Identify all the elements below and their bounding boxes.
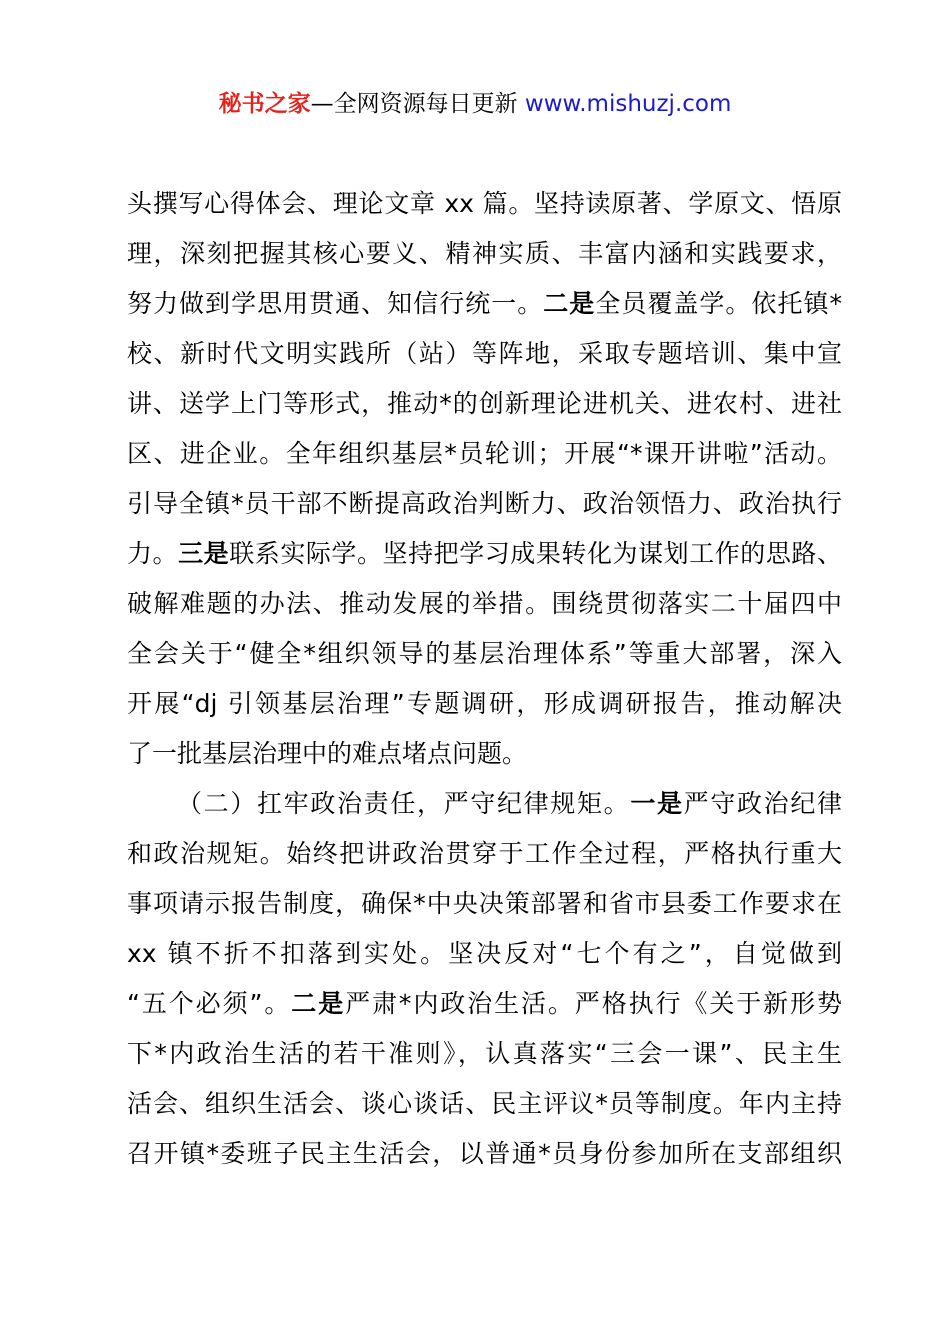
text-line: 头撰写心得体会、理论文章 xx 篇。坚持读原著、学原文、悟原 <box>127 189 842 218</box>
text-line: “五个必须”。二是严肃*内政治生活。严格执行《关于新形势 <box>127 989 842 1018</box>
emphasis-label: 二是 <box>543 289 596 318</box>
text-line: 和政治规矩。始终把讲政治贯穿于工作全过程，严格执行重大 <box>127 839 842 868</box>
text-line: 全会关于“健全*组织领导的基层治理体系”等重大部署，深入 <box>127 639 842 668</box>
text-line: 了一批基层治理中的难点堵点问题。 <box>127 739 528 768</box>
text-line: 开展“dj 引领基层治理”专题调研，形成调研报告，推动解决 <box>127 689 842 718</box>
site-brand: 秘书之家 <box>218 91 311 117</box>
site-tagline: —全网资源每日更新 <box>310 91 525 117</box>
emphasis-label: 一是 <box>630 789 684 818</box>
site-url-link[interactable]: www.mishuzj.com <box>524 91 732 117</box>
text-line: 理，深刻把握其核心要义、精神实质、丰富内涵和实践要求， <box>127 239 842 268</box>
text-line: 下*内政治生活的若干准则》，认真落实“三会一课”、民主生 <box>127 1039 842 1068</box>
text-line: 召开镇*委班子民主生活会，以普通*员身份参加所在支部组织 <box>127 1139 842 1168</box>
text-line: 努力做到学思用贯通、知信行统一。二是全员覆盖学。依托镇* <box>127 289 842 318</box>
text-line: 事项请示报告制度，确保*中央决策部署和省市县委工作要求在 <box>127 889 842 918</box>
text-line: 区、进企业。全年组织基层*员轮训；开展“*课开讲啦”活动。 <box>127 439 842 468</box>
text-line: 活会、组织生活会、谈心谈话、民主评议*员等制度。年内主持 <box>127 1089 842 1118</box>
site-header <box>0 86 950 122</box>
document-body <box>127 179 842 1179</box>
text-line: 力。三是联系实际学。坚持把学习成果转化为谋划工作的思路、 <box>127 539 842 568</box>
text-line: xx 镇不折不扣落到实处。坚决反对“七个有之”，自觉做到 <box>127 939 842 968</box>
emphasis-label: 三是 <box>178 539 230 568</box>
emphasis-label: 二是 <box>291 989 346 1018</box>
text-line-section-heading: （二）扛牢政治责任，严守纪律规矩。一是严守政治纪律 <box>177 789 842 818</box>
text-line: 引导全镇*员干部不断提高政治判断力、政治领悟力、政治执行 <box>127 489 842 518</box>
text-line: 破解难题的办法、推动发展的举措。围绕贯彻落实二十届四中 <box>127 589 842 618</box>
text-line: 讲、送学上门等形式，推动*的创新理论进机关、进农村、进社 <box>127 389 842 418</box>
text-line: 校、新时代文明实践所（站）等阵地，采取专题培训、集中宣 <box>127 339 842 368</box>
